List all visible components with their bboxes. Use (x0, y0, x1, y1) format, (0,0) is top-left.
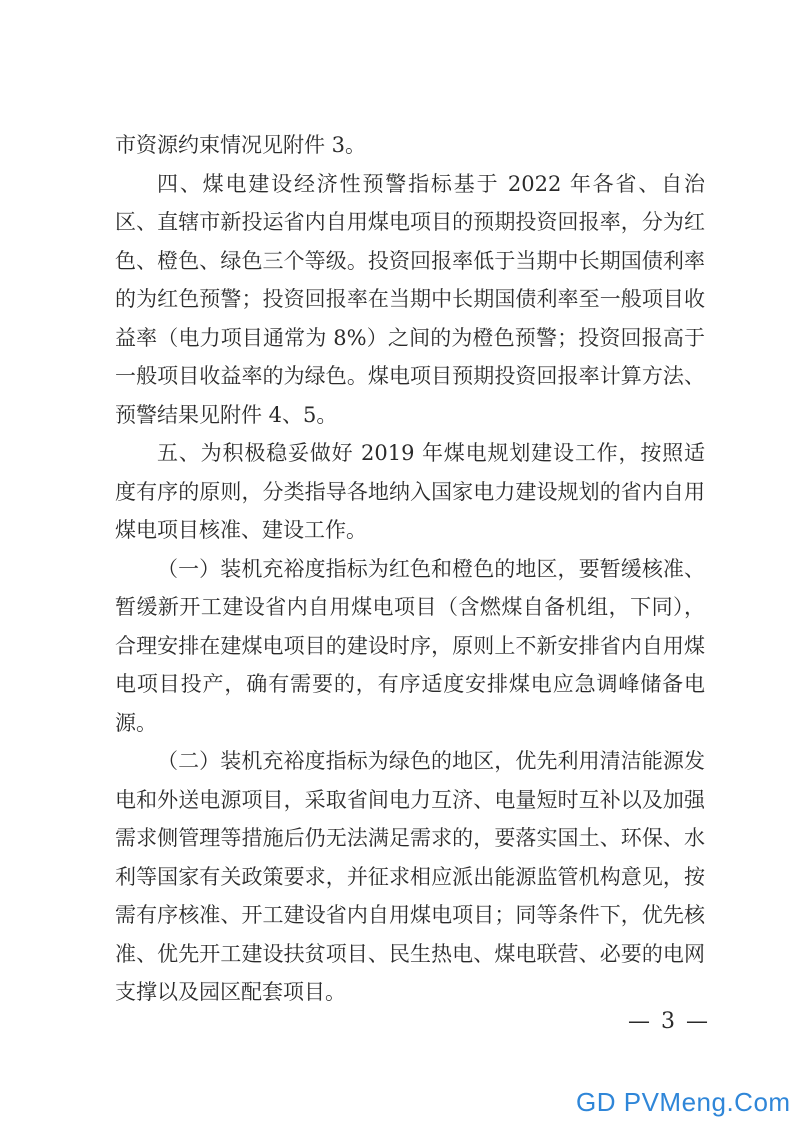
document-body (115, 126, 705, 1012)
page-number: — 3 — (628, 1009, 710, 1034)
paragraph-section-five: 五、为积极稳妥做好 2019 年煤电规划建设工作，按照适度有序的原则，分类指导各地纳入国家电力建设规划的省内自用煤电项目核准、建设工作。 (115, 441, 705, 542)
watermark: GD PVMeng.Com (576, 1087, 791, 1117)
paragraph-item-one: （一）装机充裕度指标为红色和橙色的地区，要暂缓核准、暂缓新开工建设省内自用煤电项目（含燃煤自备机组，下同），合理安排在建煤电项目的建设时序，原则上不新安排省内自用煤电项目投产，确有需要的，有序适度安排煤电应急调峰储备电源。 (115, 556, 705, 735)
paragraph-item-two: （二）装机充裕度指标为绿色的地区，优先利用清洁能源发电和外送电源项目，采取省间电力互济、电量短时互补以及加强需求侧管理等措施后仍无法满足需求的，要落实国土、环保、水利等国家有关政策要求，并征求相应派出能源监管机构意见，按需有序核准、开工建设省内自用煤电项目；同等条件下，优先核准、优先开工建设扶贫项目、民生热电、煤电联营、必要的电网支撑以及园区配套项目。 (115, 749, 705, 1004)
paragraph-continuation: 市资源约束情况见附件 3。 (115, 133, 367, 157)
paragraph-section-four: 四、煤电建设经济性预警指标基于 2022 年各省、自治区、直辖市新投运省内自用煤电项目的预期投资回报率，分为红色、橙色、绿色三个等级。投资回报率低于当期中长期国债利率的为红色预警；投资回报率在当期中长期国债利率至一般项目收益率（电力项目通常为 8%）之间的为橙色预警；投资回报高于一般项目收益率的为绿色。煤电项目预期投资回报率计算方法、预警结果见附件 4、5。 (115, 171, 705, 427)
